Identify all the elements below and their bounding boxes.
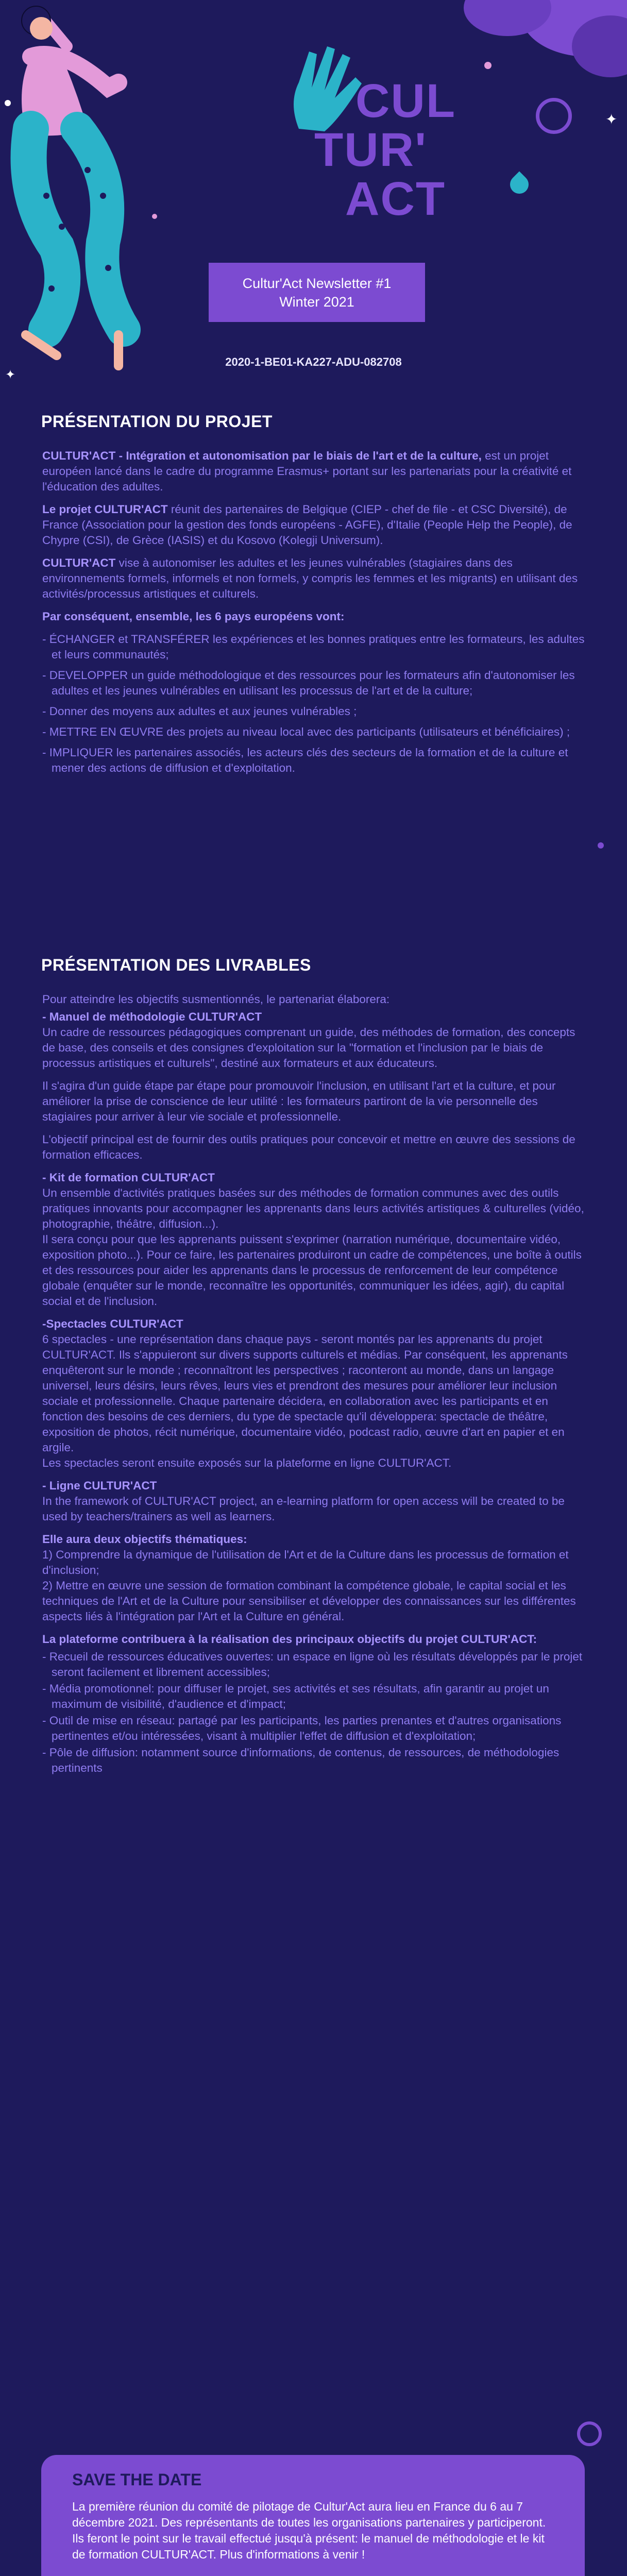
p2-bold: Le projet CULTUR'ACT	[42, 503, 168, 516]
save-the-date-text: La première réunion du comité de pilotage de Cultur'Act aura lieu en France du 6 au 7 décembre 2021. Des représentants de toutes les organisations partenaires y participeront. Ils feront le point sur le travail effectué jusqu'à présent: le manuel de méthodologie et le kit de formation CULTUR'ACT. Plus d'informations à venir !	[72, 2500, 546, 2561]
ligne-title: - Ligne CULTUR'ACT	[42, 1479, 157, 1492]
list-item: - Donner des moyens aux adultes et aux jeunes vulnérables ;	[42, 705, 357, 718]
spect-title: -Spectacles CULTUR'ACT	[42, 1317, 183, 1330]
logo-word-3: ACT	[345, 173, 446, 225]
list-item: - ÉCHANGER et TRANSFÉRER les expériences et les bonnes pratiques entre les formateurs, les adultes et leurs communautés;	[42, 633, 585, 661]
save-the-date-title: SAVE THE DATE	[72, 2470, 202, 2489]
save-the-date-box	[41, 2455, 585, 2576]
section-title-livrables: PRÉSENTATION DES LIVRABLES	[41, 956, 311, 974]
livrables-intro: Pour atteindre les objectifs susmentionnés, le partenariat élaborera:	[42, 993, 390, 1006]
spect-p2: Les spectacles seront ensuite exposés sur la plateforme en ligne CULTUR'ACT.	[42, 1456, 452, 1469]
kit-title: - Kit de formation CULTUR'ACT	[42, 1171, 215, 1184]
list-item: - Pôle de diffusion: notamment source d'informations, de contenus, de ressources, de méthodologies pertinents	[42, 1746, 560, 1774]
dancer-illustration	[0, 0, 165, 402]
obj-title: Elle aura deux objectifs thématiques:	[42, 1533, 247, 1546]
kit-p2: Il sera conçu pour que les apprenants puissent s'exprimer (narration numérique, documentaire vidéo, exposition photo...). Pour ce faire, les partenaires produiront un cadre de compétences, une boîte à outils et des ressources pour aider les apprenants dans le processus de renforcement de leur compétence globale (enquêter sur le monde, reconnaître les opportunités, communiquer les idées, agir), du capital social et de l'inclusion.	[42, 1233, 582, 1308]
header	[0, 0, 627, 402]
section-title-projet: PRÉSENTATION DU PROJET	[41, 412, 273, 431]
manuel-p2: Il s'agira d'un guide étape par étape pour promouvoir l'inclusion, en utilisant l'art et la culture, et pour améliorer la prise de conscience de leur utilité : les formateurs partiront de la vie personnelle des stagiaires pour arriver à leur vie sociale et professionnelle.	[42, 1079, 556, 1123]
list-item: - IMPLIQUER les partenaires associés, les acteurs clés des secteurs de la formation et de la culture et mener des actions de diffusion et d'exploitation.	[42, 746, 568, 774]
p2-text: réunit des partenaires de Belgique (CIEP - chef de file - et CSC Diversité), de France (Association pour la gestion des fonds européens - AGFE), d'Italie (People Help the People), de Chypre (CSI), de Grèce (IASIS) et du Kosovo (Kolegji Universum).	[42, 503, 572, 547]
list-item: - Recueil de ressources éducatives ouvertes: un espace en ligne où les résultats développés par le projet seront facilement et librement accessibles;	[42, 1650, 583, 1679]
dot-decoration	[484, 62, 492, 69]
newsletter-title: Cultur'Act Newsletter #1	[242, 275, 392, 291]
drop-decoration	[506, 172, 533, 198]
list-item: - METTRE EN ŒUVRE des projets au niveau local avec des participants (utilisateurs et bénéficiaires) ;	[42, 725, 570, 738]
obj-2: 2) Mettre en œuvre une session de formation combinant la compétence globale, le capital social et les techniques de l'Art et de la Culture pour sensibiliser et développer des connaissances sur les différentes aspects liés à l'intégration par l'Art et la Culture en général.	[42, 1579, 576, 1623]
intro-bold: CULTUR'ACT - Intégration et autonomisation par le biais de l'art et de la culture,	[42, 449, 482, 462]
p4-bold: Par conséquent, ensemble, les 6 pays européens vont:	[42, 610, 345, 623]
obj-1: 1) Comprendre la dynamique de l'utilisation de l'Art et de la Culture dans les processus de formation et d'inclusion;	[42, 1548, 569, 1577]
culturact-logo	[268, 41, 484, 227]
list-item: - Média promotionnel: pour diffuser le projet, ses activités et ses résultats, afin garantir au projet un maximum de visibilité, d'audience et d'impact;	[42, 1682, 549, 1710]
circle-decoration	[577, 2421, 602, 2446]
spect-p1: 6 spectacles - une représentation dans chaque pays - seront montés par les apprenants du projet CULTUR'ACT. Ils s'appuieront sur divers supports culturels et médias. Par conséquent, les apprenants enquêteront sur le monde ; reconnaîtront les perspectives ; raconteront au monde, dans un langage universel, leurs désirs, leurs rêves, leurs vies et prendront des mesures pour améliorer leur inclusion sociale et professionnelle. Chaque partenaire décidera, en collaboration avec les participants et en fonction des besoins de ces derniers, du type de spectacle qu'il développera: spectacle de théâtre, exposition de photos, récit numérique, documentaire vidéo, podcast radio, œuvre d'art en papier et en argile.	[42, 1333, 568, 1454]
newsletter-season: Winter 2021	[279, 294, 354, 310]
contrib-title: La plateforme contribuera à la réalisation des principaux objectifs du projet CULTUR'ACT:	[42, 1633, 537, 1646]
circle-decoration	[536, 98, 572, 134]
svg-text:✦: ✦	[5, 367, 16, 382]
presentation-body	[42, 448, 588, 781]
p3-bold: CULTUR'ACT	[42, 556, 116, 569]
intro-text: est un projet européen lancé dans le cadre du programme Erasmus+ portant sur les partenariats pour la créativité et l'éducation des adultes.	[42, 449, 572, 493]
p3-text: vise à autonomiser les adultes et les jeunes vulnérables (stagiaires dans des environnements formels, informels et non formels, y compris les femmes et les migrants) en utilisant des activités/processus artistiques et culturels.	[42, 556, 578, 600]
list-item: - DEVELOPPER un guide méthodologique et des ressources pour les formateurs afin d'autonomiser les adultes et les jeunes vulnérables en utilisant les processus de l'art et de la culture;	[42, 669, 575, 697]
manuel-p1: Un cadre de ressources pédagogiques comprenant un guide, des méthodes de formation, des concepts de base, des conseils et des consignes d'exploitation sur la "formation et l'inclusion par le biais de processus artistiques et culturels", destiné aux formateurs et aux éducateurs.	[42, 1026, 575, 1070]
logo-word-2: TUR'	[314, 124, 427, 176]
manuel-p3: L'objectif principal est de fournir des outils pratiques pour concevoir et mettre en œuvre des sessions de formation efficaces.	[42, 1133, 575, 1161]
star-decoration: ✦	[605, 111, 618, 127]
project-code: 2020-1-BE01-KA227-ADU-082708	[225, 355, 402, 368]
logo-word-1: CUL	[355, 75, 456, 127]
manuel-title: - Manuel de méthodologie CULTUR'ACT	[42, 1010, 262, 1023]
kit-p1: Un ensemble d'activités pratiques basées sur des méthodes de formation communes avec des outils pratiques innovants pour accompagner les apprenants dans leurs activités artistiques & culturelles (vidéo, photographie, théâtre, diffusion...).	[42, 1187, 584, 1230]
dot-decoration	[598, 842, 604, 849]
list-item: - Outil de mise en réseau: partagé par les participants, les parties prenantes et d'autres organisations pertinentes et/ou intéressées, visant à multiplier l'effet de diffusion et d'exploitation;	[42, 1714, 562, 1742]
ligne-p1: In the framework of CULTUR'ACT project, an e-learning platform for open access will be created to be used by teachers/trainers as well as learners.	[42, 1495, 565, 1523]
livrables-body	[42, 992, 588, 1777]
newsletter-badge	[209, 263, 425, 322]
